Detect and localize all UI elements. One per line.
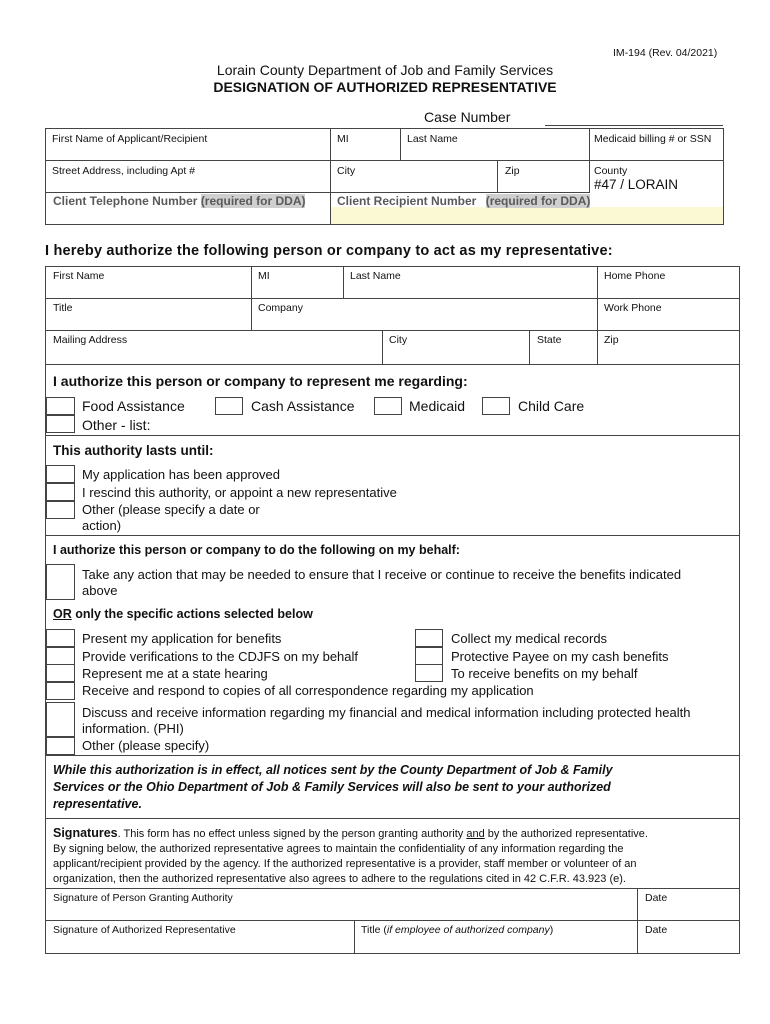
client-phone-required: (required for DDA) <box>200 194 306 208</box>
present-application-label: Present my application for benefits <box>82 631 282 646</box>
or-word: OR <box>53 607 72 621</box>
client-phone-label: Client Telephone Number <box>53 194 198 208</box>
signatures-line-3: applicant/recipient provided by the agency. If the authorized representative is a provider, staff member or volunteer of an <box>53 858 637 870</box>
present-application-checkbox[interactable] <box>46 629 75 647</box>
client-recipient-label: Client Recipient Number <box>337 194 477 208</box>
case-number-label: Case Number <box>424 109 511 125</box>
applicant-city-field[interactable]: City <box>337 165 356 177</box>
child-care-label: Child Care <box>518 398 585 414</box>
notice-line-3: representative. <box>53 797 142 811</box>
rep-first-name-field[interactable]: First Name <box>53 270 105 282</box>
client-recipient-field[interactable] <box>337 194 590 208</box>
granting-date-field[interactable]: Date <box>645 892 668 904</box>
applicant-first-name-field[interactable]: First Name of Applicant/Recipient <box>52 133 208 145</box>
receive-benefits-label: To receive benefits on my behalf <box>451 666 638 681</box>
specific-actions-heading <box>53 607 313 621</box>
applicant-county-value: #47 / LORAIN <box>594 177 679 192</box>
page-title: DESIGNATION OF AUTHORIZED REPRESENTATIVE <box>213 79 557 95</box>
discuss-info-label-2: information. (PHI) <box>82 721 184 736</box>
notice-line-2: Services or the Ohio Department of Job & Family Services will also be sent to your authorized <box>53 780 611 794</box>
signatures-text <box>53 826 648 887</box>
applicant-medicaid-field[interactable]: Medicaid billing # or SSN <box>594 133 712 145</box>
notice-text <box>53 762 613 813</box>
rep-city-field[interactable]: City <box>389 334 408 346</box>
lasts-rescind-checkbox[interactable] <box>46 483 75 501</box>
child-care-checkbox[interactable] <box>482 397 510 415</box>
form-id: IM-194 (Rev. 04/2021) <box>613 47 718 59</box>
rep-date-field[interactable]: Date <box>645 924 668 936</box>
any-action-checkbox[interactable] <box>46 564 75 600</box>
lasts-rescind-label: I rescind this authority, or appoint a new representative <box>82 485 397 500</box>
protective-payee-checkbox[interactable] <box>415 647 443 665</box>
signatures-line-4: organization, then the authorized representative also agrees to adhere to the regulations cited in 42 C.F.R. 43.923 (e). <box>53 873 626 885</box>
notice-line-1: While this authorization is in effect, all notices sent by the County Department of Job & Family <box>53 763 613 777</box>
signatures-and: and <box>466 828 485 840</box>
food-assistance-label: Food Assistance <box>82 398 185 414</box>
rep-title-text-a: Title ( <box>361 924 387 936</box>
applicant-last-name-field[interactable]: Last Name <box>407 133 458 145</box>
rep-company-field[interactable]: Company <box>258 302 303 314</box>
rep-signature-field[interactable]: Signature of Authorized Representative <box>53 924 236 936</box>
provide-verifications-checkbox[interactable] <box>46 647 75 665</box>
rep-title-field[interactable]: Title <box>53 302 73 314</box>
discuss-info-checkbox[interactable] <box>46 702 75 737</box>
applicant-mi-field[interactable]: MI <box>337 133 349 145</box>
lasts-approved-label: My application has been approved <box>82 467 281 482</box>
medical-records-label: Collect my medical records <box>451 631 608 646</box>
rep-last-name-field[interactable]: Last Name <box>350 270 401 282</box>
protective-payee-label: Protective Payee on my cash benefits <box>451 649 669 664</box>
lasts-heading: This authority lasts until: <box>53 443 214 458</box>
agency-name: Lorain County Department of Job and Family Services <box>216 62 554 78</box>
applicant-zip-field[interactable]: Zip <box>505 165 520 177</box>
rep-mailing-field[interactable]: Mailing Address <box>53 334 128 346</box>
medical-records-checkbox[interactable] <box>415 629 443 647</box>
correspondence-label: Receive and respond to copies of all correspondence regarding my application <box>82 683 534 698</box>
rep-heading: I hereby authorize the following person or company to act as my representative: <box>45 243 613 259</box>
rep-home-phone-field[interactable]: Home Phone <box>604 270 666 282</box>
provide-verifications-label: Provide verifications to the CDJFS on my behalf <box>82 649 359 664</box>
signatures-label: Signatures <box>53 826 118 840</box>
lasts-other-label-2: action) <box>82 518 122 533</box>
cash-assistance-label: Cash Assistance <box>251 398 355 414</box>
specific-actions-text: only the specific actions selected below <box>71 607 313 621</box>
other-action-label: Other (please specify) <box>82 738 210 753</box>
client-phone-field[interactable] <box>53 194 305 208</box>
client-recipient-required: (required for DDA) <box>485 194 591 208</box>
case-number-field[interactable] <box>545 110 723 126</box>
rep-title-signature-field[interactable] <box>361 924 553 936</box>
applicant-county-label: County <box>594 165 628 177</box>
actions-heading: I authorize this person or company to do the following on my behalf: <box>53 543 460 557</box>
cash-assistance-checkbox[interactable] <box>215 397 243 415</box>
other-benefit-label: Other - list: <box>82 417 151 433</box>
state-hearing-checkbox[interactable] <box>46 664 75 682</box>
rep-title-text-b: if employee of authorized company <box>386 924 550 936</box>
granting-signature-field[interactable]: Signature of Person Granting Authority <box>53 892 233 904</box>
medicaid-checkbox[interactable] <box>374 397 402 415</box>
lasts-approved-checkbox[interactable] <box>46 465 75 483</box>
other-action-checkbox[interactable] <box>46 737 75 755</box>
rep-work-phone-field[interactable]: Work Phone <box>604 302 662 314</box>
any-action-label-2: above <box>82 583 118 598</box>
signatures-text-1: . This form has no effect unless signed by the person granting authority <box>117 828 467 840</box>
rep-zip-field[interactable]: Zip <box>604 334 619 346</box>
applicant-street-field[interactable]: Street Address, including Apt # <box>52 165 196 177</box>
regarding-heading: I authorize this person or company to represent me regarding: <box>53 373 468 389</box>
any-action-label: Take any action that may be needed to ensure that I receive or continue to receive the benefits indicated <box>82 567 682 582</box>
rep-mi-field[interactable]: MI <box>258 270 270 282</box>
correspondence-checkbox[interactable] <box>46 682 75 700</box>
discuss-info-label: Discuss and receive information regarding my financial and medical information including protected health <box>82 705 691 720</box>
medicaid-label: Medicaid <box>409 398 466 414</box>
receive-benefits-checkbox[interactable] <box>415 664 443 682</box>
signatures-text-2: by the authorized representative. <box>484 828 648 840</box>
state-hearing-label: Represent me at a state hearing <box>82 666 268 681</box>
lasts-other-label: Other (please specify a date or <box>82 502 260 517</box>
lasts-other-checkbox[interactable] <box>46 501 75 519</box>
food-assistance-checkbox[interactable] <box>46 397 75 415</box>
rep-title-text-c: ) <box>549 924 554 936</box>
other-benefit-checkbox[interactable] <box>46 415 75 433</box>
rep-state-field[interactable]: State <box>537 334 562 346</box>
signatures-line-2: By signing below, the authorized representative agrees to maintain the confidentiality of any information regarding the <box>53 843 624 855</box>
